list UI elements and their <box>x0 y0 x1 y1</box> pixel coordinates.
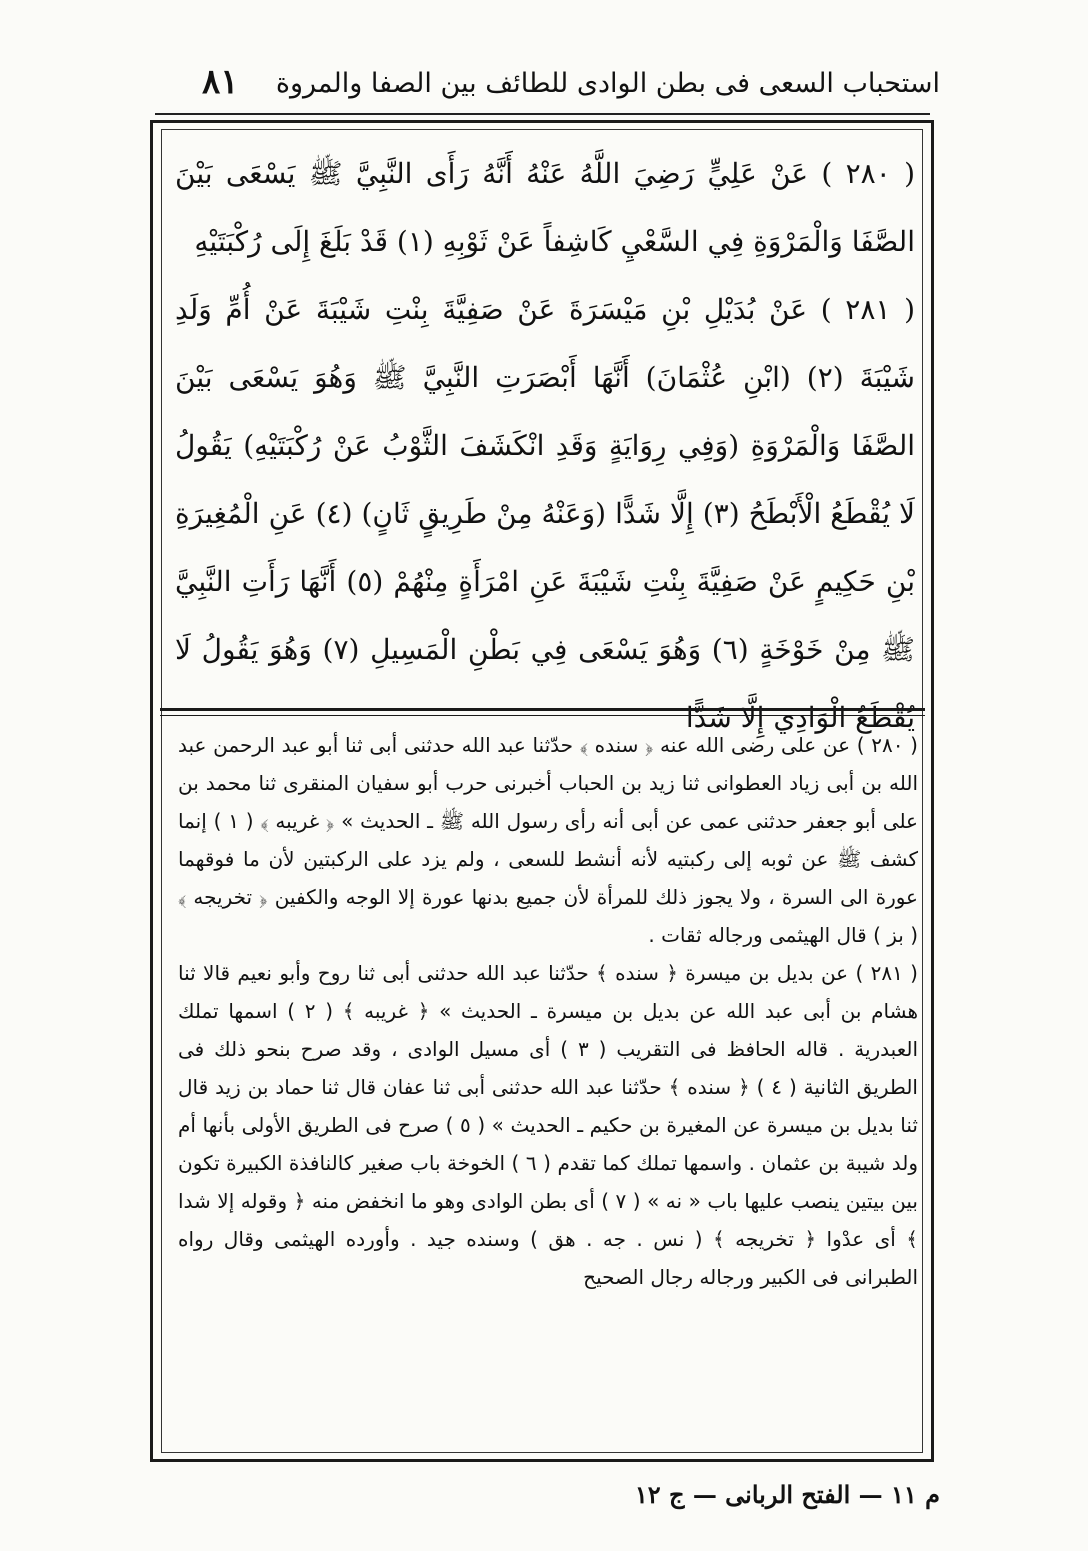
header-rule <box>155 113 930 115</box>
running-title: استحباب السعى فى بطن الوادى للطائف بين الصفا والمروة <box>275 68 940 99</box>
commentary-281: ( ٢٨١ ) عن بديل بن ميسرة ﴿ سنده ﴾ حدّثنا عبد الله حدثنى أبى ثنا روح وأبو نعيم قالا ثنا هشام بن أبى عبد الله عن بديل بن ميسرة ـ الحديث » ﴿ غريبه ﴾ ( ٢ ) اسمها تملك العبدرية . قاله الحافظ فى التقريب ( ٣ ) أى مسيل الوادى ، وقد صرح بنحو ذلك فى الطريق الثانية ( ٤ ) ﴿ سنده ﴾ حدّثنا عبد الله حدثنى أبى ثنا عفان قال ثنا حماد بن زيد قال ثنا بديل بن ميسرة عن المغيرة بن حكيم ـ الحديث » ( ٥ ) صرح فى الطريق الأولى بأنها أم ولد شيبة بن عثمان . واسمها تملك كما تقدم ( ٦ ) الخوخة باب صغير كالنافذة الكبيرة تكون بين بيتين ينصب عليها باب « نه » ( ٧ ) أى بطن الوادى وهو ما انخفض منه ﴿ وقوله إلا شدا ﴾ أى عدْوا ﴿ تخريجه ﴾ ( نس . جه . هق ) وسنده جيد . وأورده الهيثمى وقال رواه الطبرانى فى الكبير ورجاله رجال الصحيح <box>178 961 919 1289</box>
hadith-text <box>175 140 915 752</box>
commentary-text <box>178 726 918 1296</box>
page-number: ٨١ <box>202 62 239 102</box>
page-header <box>150 60 940 110</box>
hadith-280: ( ٢٨٠ ) عَنْ عَلِيٍّ رَضِيَ اللَّهُ عَنْهُ أَنَّهُ رَأَى النَّبِيَّ ﷺ يَسْعَى بَيْنَ الصَّفَا وَالْمَرْوَةِ فِي السَّعْيِ كَاشِفاً عَنْ ثَوْبِهِ (١) قَدْ بَلَغَ إِلَى رُكْبَتَيْهِ <box>175 157 915 258</box>
signature-footer <box>560 1480 940 1520</box>
footer-text: م ١١ — الفتح الربانى — ج ١٢ <box>634 1480 940 1509</box>
hadith-281: ( ٢٨١ ) عَنْ بُدَيْلِ بْنِ مَيْسَرَةَ عَنْ صَفِيَّةَ بِنْتِ شَيْبَةَ عَنْ أُمِّ وَلَدِ شَيْبَةَ (٢) (ابْنِ عُثْمَانَ) أَنَّهَا أَبْصَرَتِ النَّبِيَّ ﷺ وَهُوَ يَسْعَى بَيْنَ الصَّفَا وَالْمَرْوَةِ (وَفِي رِوَايَةٍ وَقَدِ انْكَشَفَ الثَّوْبُ عَنْ رُكْبَتَيْهِ) يَقُولُ لَا يُقْطَعُ الْأَبْطَحُ (٣) إِلَّا شَدًّا (وَعَنْهُ مِنْ طَرِيقٍ ثَانٍ) (٤) عَنِ الْمُغِيرَةِ بْنِ حَكِيمٍ عَنْ صَفِيَّةَ بِنْتِ شَيْبَةَ عَنِ امْرَأَةٍ مِنْهُمْ (٥) أَنَّهَا رَأَتِ النَّبِيَّ ﷺ مِنْ خَوْخَةٍ (٦) وَهُوَ يَسْعَى فِي بَطْنِ الْمَسِيلِ (٧) وَهُوَ يَقُولُ لَا يُقْطَعُ الْوَادِي إِلَّا شَدًّا <box>175 293 916 734</box>
section-divider <box>160 708 925 716</box>
commentary-280: ( ٢٨٠ ) عن على رضى الله عنه ﴿ سنده ﴾ حدّثنا عبد الله حدثنى أبى ثنا أبو عبد الرحمن عبد الله بن أبى زياد العطوانى ثنا زيد بن الحباب أخبرنى حرب أبو سفيان المنقرى ثنا محمد بن على أبو جعفر حدثنى عمى عن أبى أنه رأى رسول الله ﷺ ـ الحديث » ﴿ غريبه ﴾ ( ١ ) إنما كشف ﷺ عن ثوبه إلى ركبتيه لأنه أنشط للسعى ، ولم يزد على الركبتين لأن ما فوقهما عورة الى السرة ، ولا يجوز ذلك للمرأة لأن جميع بدنها عورة إلا الوجه والكفين ﴿ تخريجه ﴾ ( بز ) قال الهيثمى ورجاله ثقات . <box>178 733 918 947</box>
